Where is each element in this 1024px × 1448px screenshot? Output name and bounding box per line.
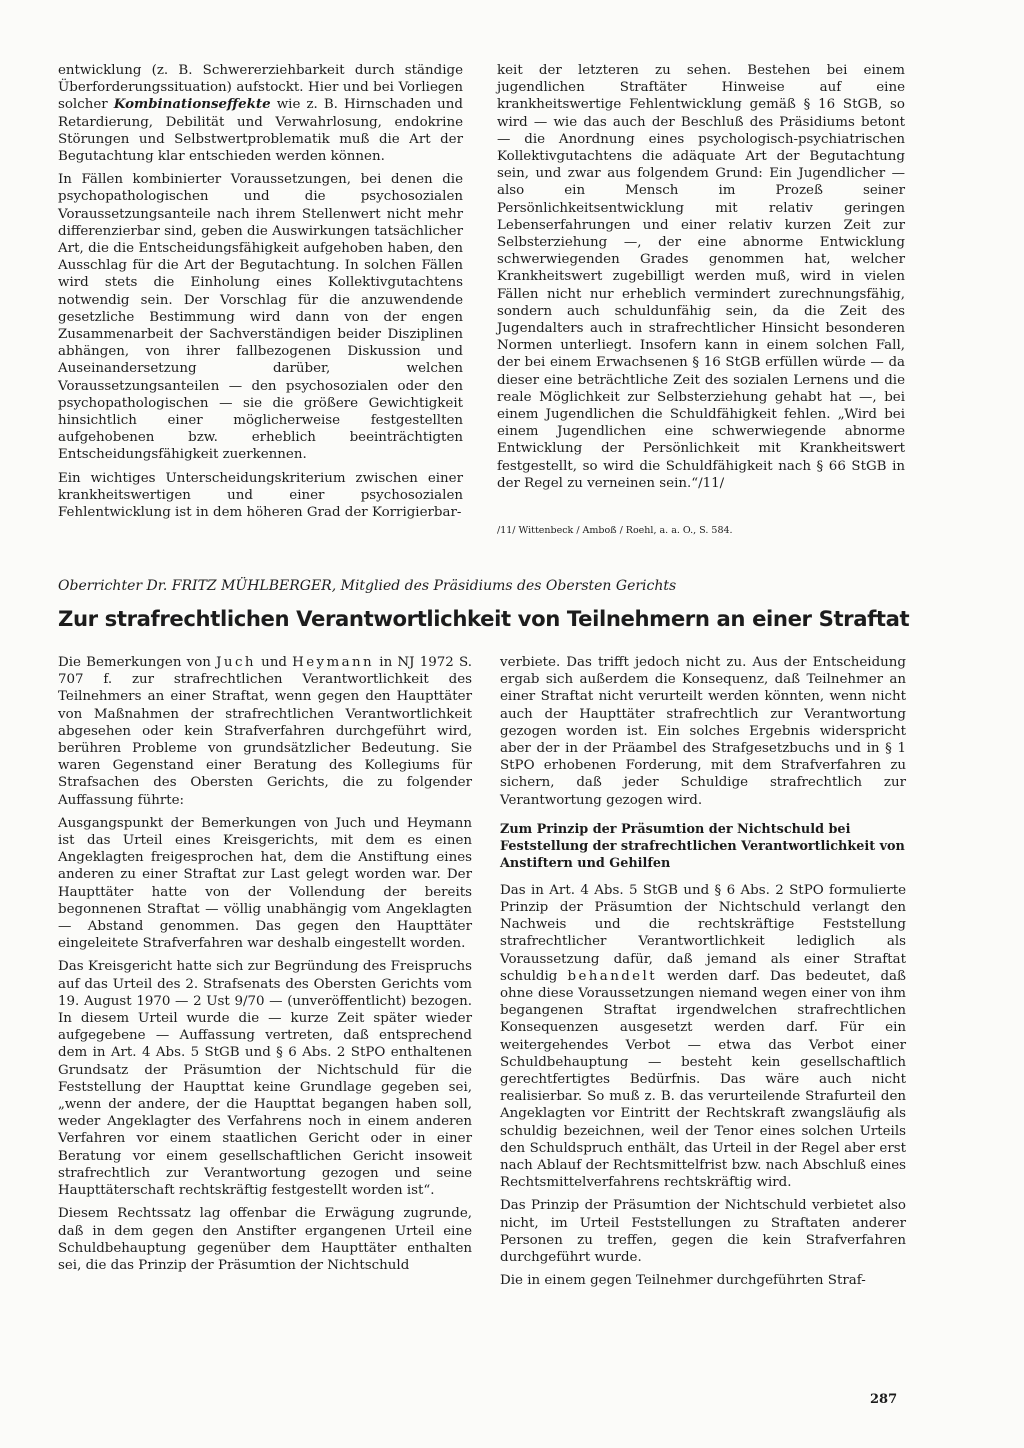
paragraph: Das in Art. 4 Abs. 5 StGB und § 6 Abs. 2 StPO formulierte Prinzip der Präsumtion der Nichtschuld verlangt den Nachweis und die rechtskräftige Feststellung strafrechtlicher Verantwortlichkeit lediglich als Voraussetzung dafür, daß jemand als einer Straftat schuldig behandelt werden darf. Das bedeutet, daß ohne diese Voraussetzungen niemand wegen einer von ihm begangenen Straftat irgendwelchen strafrechtlichen Konsequenzen ausgesetzt werden darf. Für ein weitergehendes Verbot — etwa das Verbot einer Schuldbehauptung — besteht kein gesellschaftlich gerechtfertigtes Bedürfnis. Das wäre auch nicht realisierbar. So muß z. B. das verurteilende Strafurteil den Angeklagten vor Eintritt der Rechtskraft zwangsläufig als schuldig bezeichnen, weil der Tenor eines solchen Urteils den Schuldspruch enthält, das Urteil in der Regel aber erst nach Ablauf der Rechtsmittelfrist bzw. nach Abschluß eines Rechtsmittelverfahrens rechtskräftig wird. [500, 882, 906, 1191]
paragraph: Ausgangspunkt der Bemerkungen von Juch und Heymann ist das Urteil eines Kreisgerichts, mit dem es einen Angeklagten freigesprochen hat, dem die Anstiftung eines anderen zu einer Straftat zur Last gelegt worden war. Der Haupttäter hatte von der Vollendung der bereits begonnenen Straftat — völlig unabhängig vom Angeklagten — Abstand genommen. Das gegen den Haupttäter eingeleitete Strafverfahren war deshalb eingestellt worden. [58, 815, 472, 952]
spaced-name: Heymann [292, 655, 375, 670]
paragraph: Das Kreisgericht hatte sich zur Begründung des Freispruchs auf das Urteil des 2. Strafsenats des Obersten Gerichts vom 19. August 1970 — 2 Ust 9/70 — (unveröffentlicht) bezogen. In diesem Urteil wurde die — kurze Zeit später wieder aufgegebene — Auffassung vertreten, daß entsprechend dem in Art. 4 Abs. 5 StGB und § 6 Abs. 2 StPO enthaltenen Grundsatz der Präsumtion der Nichtschuld für die Feststellung der Haupttat keine Grundlage gegeben sei, „wenn der andere, der die Haupttat begangen haben soll, weder Angeklagter des Verfahrens noch in einem anderen Verfahren vor einem staatlichen Gericht oder in einer Beratung vor einem gesellschaftlichen Gericht insoweit strafrechtlich zur Verantwortung gezogen und seine Haupttäterschaft rechtskräftig festgestellt worden ist“. [58, 959, 472, 1199]
paragraph: keit der letzteren zu sehen. Bestehen bei einem jugendlichen Straftäter Hinweise auf eine krankheitswertige Fehlentwicklung gemäß § 16 StGB, so wird — wie das auch der Beschluß des Präsidiums betont — die Anordnung eines psychologisch-psychiatrischen Kollektivgutachtens die adäquate Art der Begutachtung sein, und zwar aus folgendem Grund: Ein Jugendlicher — also ein Mensch im Prozeß seiner Persönlichkeitsentwicklung mit relativ geringen Lebenserfahrungen und einer relativ kurzen Zeit zur Selbsterziehung —, der eine abnorme Entwicklung schwerwiegenden Grades genommen hat, welcher Krankheitswert zugebilligt werden muß, wird in vielen Fällen nicht nur erheblich vermindert zurechnungsfähig, sondern auch schuldunfähig sein, da die Zeit des Jugendalters auch in strafrechtlicher Hinsicht besonderen Normen unterliegt. Insofern kann in einem solchen Fall, der bei einem Erwachsenen § 16 StGB erfüllen würde — da dieser eine beträchtliche Zeit des sozialen Lernens und die reale Möglichkeit zur Selbsterziehung gehabt hat —, bei einem Jugendlichen die Schuldfähigkeit fehlen. „Wird bei einem Jugendlichen eine schwerwiegende abnorme Entwicklung der Persönlichkeit mit Krankheitswert festgestellt, so wird die Schuldfähigkeit nach § 66 StGB in der Regel zu verneinen sein.“/11/ [497, 63, 905, 491]
paragraph: Die Bemerkungen von Juch und Heymann in NJ 1972 S. 707 f. zur strafrechtlichen Verantwortlichkeit des Teilnehmers an einer Straftat, wenn gegen den Haupttäter von Maßnahmen der strafrechtlichen Verantwortlichkeit abgesehen oder kein Strafverfahren durchgeführt wird, berühren Probleme von grundsätzlicher Bedeutung. Sie waren Gegenstand einer Beratung des Kollegiums für Strafsachen des Obersten Gerichts, die zu folgender Auffassung führte: [58, 655, 472, 808]
right-column-intro [500, 654, 906, 809]
author-byline: Oberrichter Dr. FRITZ MÜHLBERGER, Mitglied des Präsidiums des Obersten Gerichts [58, 578, 677, 594]
page-number: 287 [870, 1392, 898, 1407]
paragraph: In Fällen kombinierter Voraussetzungen, bei denen die psychopathologischen und die psychosozialen Voraussetzungsanteile nach ihrem Stellenwert nicht mehr differenzierbar sind, geben die Auswirkungen tatsächlicher Art, die die Entscheidungsfähigkeit aufgehoben haben, den Ausschlag für die Art der Begutachtung. In solchen Fällen wird stets die Einholung eines Kollektivgutachtens notwendig sein. Der Vorschlag für die anzuwendende gesetzliche Bestimmung wird dann von der engen Zusammenarbeit der Sachverständigen beider Disziplinen abhängen, von ihrer fallbezogenen Diskussion und Auseinandersetzung darüber, welchen Voraussetzungsanteilen — den psychosozialen oder den psychopathologischen — sie die größere Gewichtigkeit hinsichtlich einer möglicherweise festgestellten aufgehobenen bzw. erheblich beeinträchtigten Entscheidungsfähigkeit zuerkennen. [58, 172, 463, 463]
footnote: /11/ Wittenbeck / Amboß / Roehl, a. a. O., S. 584. [497, 525, 733, 536]
right-column-section-body [500, 882, 906, 1290]
section-subheading: Zum Prinzip der Präsumtion der Nichtschuld bei Feststellung der strafrechtlichen Verantwortlichkeit von Anstiftern und Gehilfen [500, 821, 905, 871]
article-left-column [58, 654, 472, 1280]
paragraph: entwicklung (z. B. Schwererziehbarkeit durch ständige Überforderungssituation) aufstockt. Hier und bei Vorliegen solcher Kombinationseffekte wie z. B. Hirnschaden und Retardierung, Debilität und Verwahrlosung, endokrine Störungen und Selbstwertproblematik muß die Art der Begutachtung klar entschieden werden können. [58, 63, 463, 165]
paragraph: Ein wichtiges Unterscheidungskriterium zwischen einer krankheitswertigen und einer psychosozialen Fehlentwicklung ist in dem höheren Grad der Korrigierbar- [58, 470, 463, 521]
article-right-column [500, 654, 906, 1296]
paragraph: Das Prinzip der Präsumtion der Nichtschuld verbietet also nicht, im Urteil Feststellungen zu Straftaten anderer Personen zu treffen, gegen die kein Strafverfahren durchgeführt wurde. [500, 1198, 906, 1266]
emphasized-term: Kombinationseffekte [113, 96, 271, 113]
paragraph: Diesem Rechtssatz lag offenbar die Erwägung zugrunde, daß in dem gegen den Anstifter ergangenen Urteil eine Schuldbehauptung gegenüber dem Haupttäter enthalten sei, die das Prinzip der Präsumtion der Nichtschuld [58, 1206, 472, 1273]
article-headline: Zur strafrechtlichen Verantwortlichkeit von Teilnehmern an einer Straftat [58, 606, 910, 631]
paragraph: Die in einem gegen Teilnehmer durchgeführten Straf- [500, 1273, 866, 1289]
spaced-name: Juch [216, 655, 256, 670]
paragraph: verbiete. Das trifft jedoch nicht zu. Aus der Entscheidung ergab sich außerdem die Konsequenz, daß Teilnehmer an einer Straftat nicht verurteilt werden könnten, wenn nicht auch der Haupttäter strafrechtlich zur Verantwortung gezogen worden ist. Ein solches Ergebnis widerspricht aber der in der Präambel des Strafgesetzbuchs und in § 1 StPO erhobenen Forderung, mit dem Strafverfahren zu sichern, daß jeder Schuldige strafrechtlich zur Verantwortung gezogen wird. [500, 655, 906, 808]
article-continuation-right-column [497, 62, 905, 498]
spaced-name: behandelt [567, 968, 657, 984]
article-continuation-left-column [58, 62, 463, 527]
